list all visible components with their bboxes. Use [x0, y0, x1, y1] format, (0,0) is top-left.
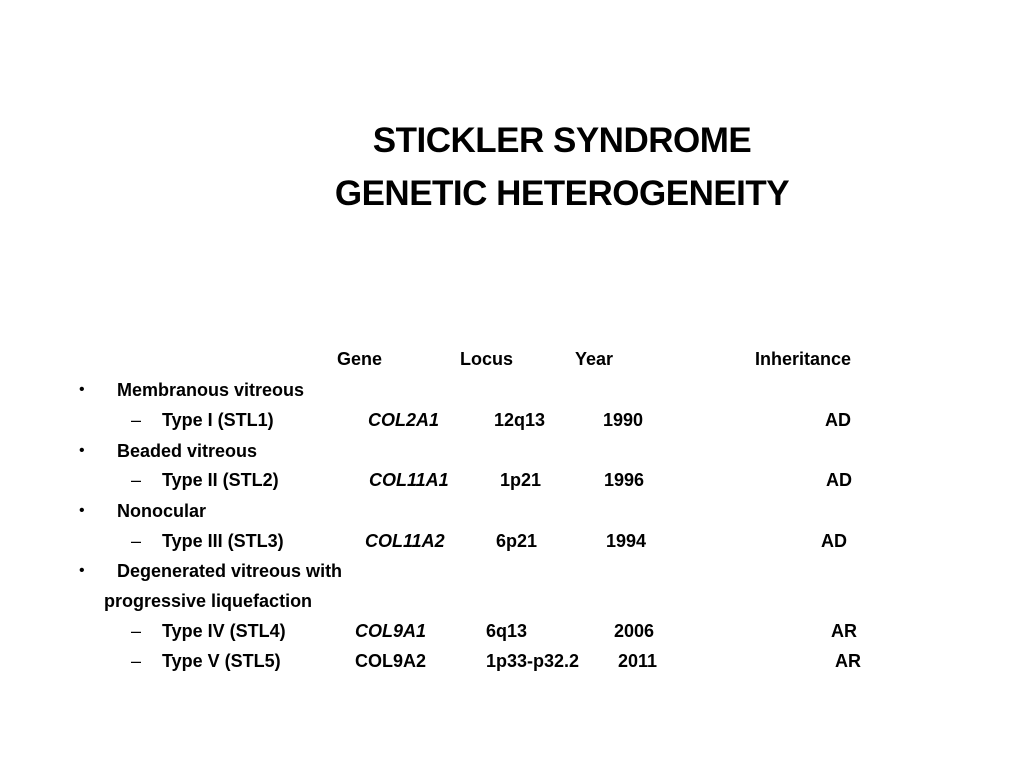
dash-marker: –	[131, 531, 142, 551]
inheritance-value: AD	[825, 410, 851, 430]
year-value: 1994	[606, 531, 647, 551]
year-value: 2011	[618, 651, 658, 671]
bullet-marker: •	[79, 562, 85, 579]
header-year: Year	[575, 349, 614, 369]
type-label: Type V (STL5)	[162, 651, 281, 671]
header-gene: Gene	[337, 349, 383, 369]
type-label: Type III (STL3)	[162, 531, 284, 551]
type-label: Type I (STL1)	[162, 410, 274, 430]
phenotype-label: Membranous vitreous	[117, 380, 305, 400]
year-value: 1990	[603, 410, 644, 430]
phenotype-label: Beaded vitreous	[117, 441, 258, 461]
phenotype-label: Degenerated vitreous with	[117, 561, 343, 581]
inheritance-value: AR	[831, 621, 857, 641]
phenotype-label-continued: progressive liquefaction	[104, 591, 313, 611]
bullet-marker: •	[79, 502, 85, 519]
dash-marker: –	[131, 621, 142, 641]
gene-value: COL11A2	[365, 531, 445, 551]
gene-value: COL11A1	[369, 470, 449, 490]
inheritance-value: AD	[821, 531, 847, 551]
inheritance-value: AD	[826, 470, 852, 490]
header-inheritance: Inheritance	[755, 349, 852, 369]
dash-marker: –	[131, 651, 142, 671]
header-locus: Locus	[460, 349, 514, 369]
dash-marker: –	[131, 410, 142, 430]
phenotype-label: Nonocular	[117, 501, 207, 521]
inheritance-value: AR	[835, 651, 861, 671]
bullet-marker: •	[79, 381, 85, 398]
year-value: 1996	[604, 470, 645, 490]
type-label: Type IV (STL4)	[162, 621, 286, 641]
locus-value: 6p21	[496, 531, 538, 551]
slide-title-line-1: STICKLER SYNDROME	[372, 121, 752, 160]
dash-marker: –	[131, 470, 142, 490]
locus-value: 6q13	[486, 621, 528, 641]
gene-value: COL2A1	[368, 410, 440, 430]
locus-value: 1p21	[500, 470, 542, 490]
locus-value: 1p33-p32.2	[486, 651, 580, 671]
slide-title-line-2: GENETIC HETEROGENEITY	[334, 174, 790, 213]
bullet-marker: •	[79, 442, 85, 459]
type-label: Type II (STL2)	[162, 470, 279, 490]
year-value: 2006	[614, 621, 655, 641]
gene-value: COL9A1	[355, 621, 427, 641]
locus-value: 12q13	[494, 410, 546, 430]
gene-value: COL9A2	[355, 651, 427, 671]
